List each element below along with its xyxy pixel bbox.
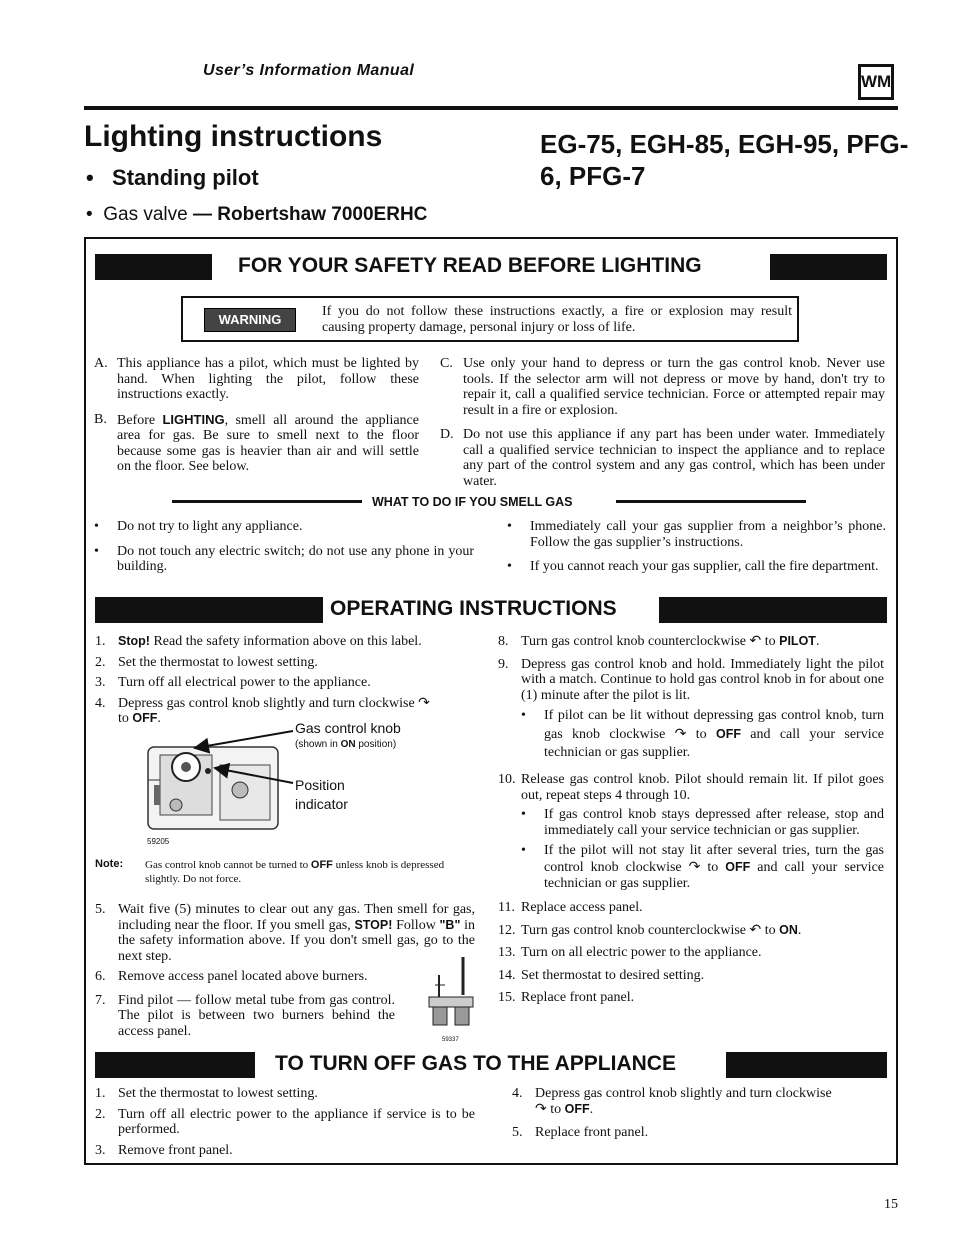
smell-item: • Immediately call your gas supplier from a neighbor’s phone. Follow the gas supplier’s instructions. (507, 519, 886, 550)
smell-column-right (507, 519, 886, 575)
smell-column-left (94, 519, 474, 575)
header-rule (84, 106, 898, 110)
smell-rule-left (172, 500, 362, 503)
operating-step: 13. Turn on all electric power to the appliance. (498, 945, 762, 960)
operating-step: 7. Find pilot — follow metal tube from gas control. The pilot is between two burners behind the access panel. (95, 992, 395, 1039)
smell-item: • Do not try to light any appliance. (94, 519, 303, 534)
operating-step: 12. Turn gas control knob counterclockwise ↶ to ON. (498, 922, 802, 938)
heading-bar-right (770, 254, 887, 280)
figure-number-pilot: 59337 (442, 1037, 459, 1043)
warning-badge: WARNING (204, 308, 296, 332)
safety-heading: FOR YOUR SAFETY READ BEFORE LIGHTING (238, 254, 702, 277)
callout-arrows (185, 728, 300, 788)
operating-steps-1-4 (95, 634, 475, 727)
operating-step: 4. Depress gas control knob slightly and turn clockwise ↷ to OFF. (95, 695, 430, 726)
safety-item-b: B. Before LIGHTING, smell all around the appliance area for gas. Be sure to smell next to the floor because some gas is heavier than air and will settle on the floor. See below. (94, 411, 419, 474)
operating-step: 11. Replace access panel. (498, 900, 643, 915)
counterclockwise-arrow-icon: ↶ (749, 634, 762, 649)
smell-item: • Do not touch any electric switch; do not use any phone in your building. (94, 543, 474, 574)
smell-heading: WHAT TO DO IF YOU SMELL GAS (372, 495, 573, 509)
heading-bar-right (659, 597, 887, 623)
turnoff-heading: TO TURN OFF GAS TO THE APPLIANCE (275, 1052, 676, 1075)
operating-step: 10. Release gas control knob. Pilot should remain lit. If pilot goes out, repeat steps 4 through 10. (498, 772, 884, 803)
turnoff-step: 5. Replace front panel. (512, 1125, 649, 1140)
safety-column-right (440, 356, 885, 489)
operating-step: 3. Turn off all electrical power to the appliance. (95, 675, 371, 690)
operating-step: 9. Depress gas control knob and hold. Immediately light the pilot with a match. Continue to hold gas control knob in for about one (1) minute after the pilot is lit. (498, 656, 884, 703)
turnoff-steps-right (512, 1086, 882, 1141)
safety-column-left (94, 356, 419, 475)
safety-item-c: C. Use only your hand to depress or turn the gas control knob. Never use tools. If the selector arm will not depress or move by hand, don't try to repair it, call a qualified service technician. Force or attempted repair may result in a fire or explosion. (440, 356, 885, 418)
operating-step: 14. Set thermostat to desired setting. (498, 967, 705, 983)
figure-number: 59205 (147, 837, 170, 846)
label-position-indicator: Position indicator (295, 777, 348, 812)
safety-item-a: A. This appliance has a pilot, which must be lighted by hand. When lighting the pilot, follow these instructions exactly. (94, 356, 419, 402)
heading-bar-left (95, 597, 323, 623)
operating-step: 1. Stop! Read the safety information above on this label. (95, 634, 422, 649)
operating-step: 2. Set the thermostat to lowest setting. (95, 654, 318, 670)
note-label: Note: (95, 858, 124, 870)
turnoff-step: 2. Turn off all electric power to the appliance if service is to be performed. (95, 1106, 475, 1137)
safety-item-d: D. Do not use this appliance if any part has been under water. Immediately call a qualified service technician to inspect the appliance and to replace any part of the control system and any gas control, which has been under water. (440, 427, 885, 489)
turnoff-step: 4. Depress gas control knob slightly and turn clockwise ↷ to OFF. (512, 1086, 832, 1117)
note-text: Gas control knob cannot be turned to OFF unless knob is depressed slightly. Do not force. (145, 859, 445, 885)
manual-title: User’s Information Manual (203, 62, 415, 79)
clockwise-arrow-icon: ↷ (688, 860, 701, 875)
operating-step: 15. Replace front panel. (498, 990, 635, 1005)
label-knob-position: (shown in ON position) (295, 739, 397, 750)
operating-substep: • If gas control knob stays depressed after release, stop and immediately call your service technician or gas supplier. (521, 807, 884, 838)
operating-substep: • If pilot can be lit without depressing gas control knob, turn gas knob clockwise ↷ to OFF and call your service technician or gas supplier. (521, 708, 885, 760)
bullet-standing-pilot: • Standing pilot (86, 165, 259, 190)
heading-bar-right (726, 1052, 887, 1078)
operating-substep: • If the pilot will not stay lit after several tries, turn the gas control knob clockwise ↷ to OFF and call your service technician or gas supplier. (521, 843, 884, 891)
counterclockwise-arrow-icon: ↶ (749, 922, 762, 938)
clockwise-arrow-icon: ↷ (418, 695, 430, 711)
pilot-burner-illustration (425, 955, 480, 1035)
operating-heading: OPERATING INSTRUCTIONS (330, 597, 617, 620)
operating-steps-8-15 (498, 634, 884, 1006)
operating-steps-6-7 (95, 969, 395, 1039)
operating-step-5 (95, 902, 475, 964)
clockwise-arrow-icon: ↷ (535, 1101, 547, 1117)
bullet-gas-valve: • Gas valve — Robertshaw 7000ERHC (86, 204, 428, 225)
heading-bar-left (95, 1052, 255, 1078)
model-list: EG-75, EGH-85, EGH-95, PFG-6, PFG-7 (540, 129, 909, 191)
clockwise-arrow-icon: ↷ (674, 727, 687, 742)
company-logo: WM (858, 64, 894, 100)
operating-step: 6. Remove access panel located above burners. (95, 969, 368, 984)
smell-item: • If you cannot reach your gas supplier, call the fire department. (507, 559, 879, 574)
operating-step: 8. Turn gas control knob counterclockwise ↶ to PILOT. (498, 634, 820, 649)
label-gas-control-knob: Gas control knob (295, 720, 401, 736)
turnoff-step: 1. Set the thermostat to lowest setting. (95, 1086, 318, 1101)
turnoff-steps-left (95, 1086, 475, 1158)
heading-bar-left (95, 254, 212, 280)
page-number: 15 (884, 1197, 898, 1212)
operating-step: 5. Wait five (5) minutes to clear out any gas. Then smell for gas, including near the floor. If you smell gas, STOP! Follow "B" in the safety information above. If you don't smell gas, go to the next step. (95, 902, 475, 964)
page-title: Lighting instructions (84, 120, 383, 153)
smell-rule-right (616, 500, 806, 503)
turnoff-step: 3. Remove front panel. (95, 1142, 233, 1158)
warning-text: If you do not follow these instructions exactly, a fire or explosion may result causing property damage, personal injury or loss of life. (322, 304, 792, 335)
